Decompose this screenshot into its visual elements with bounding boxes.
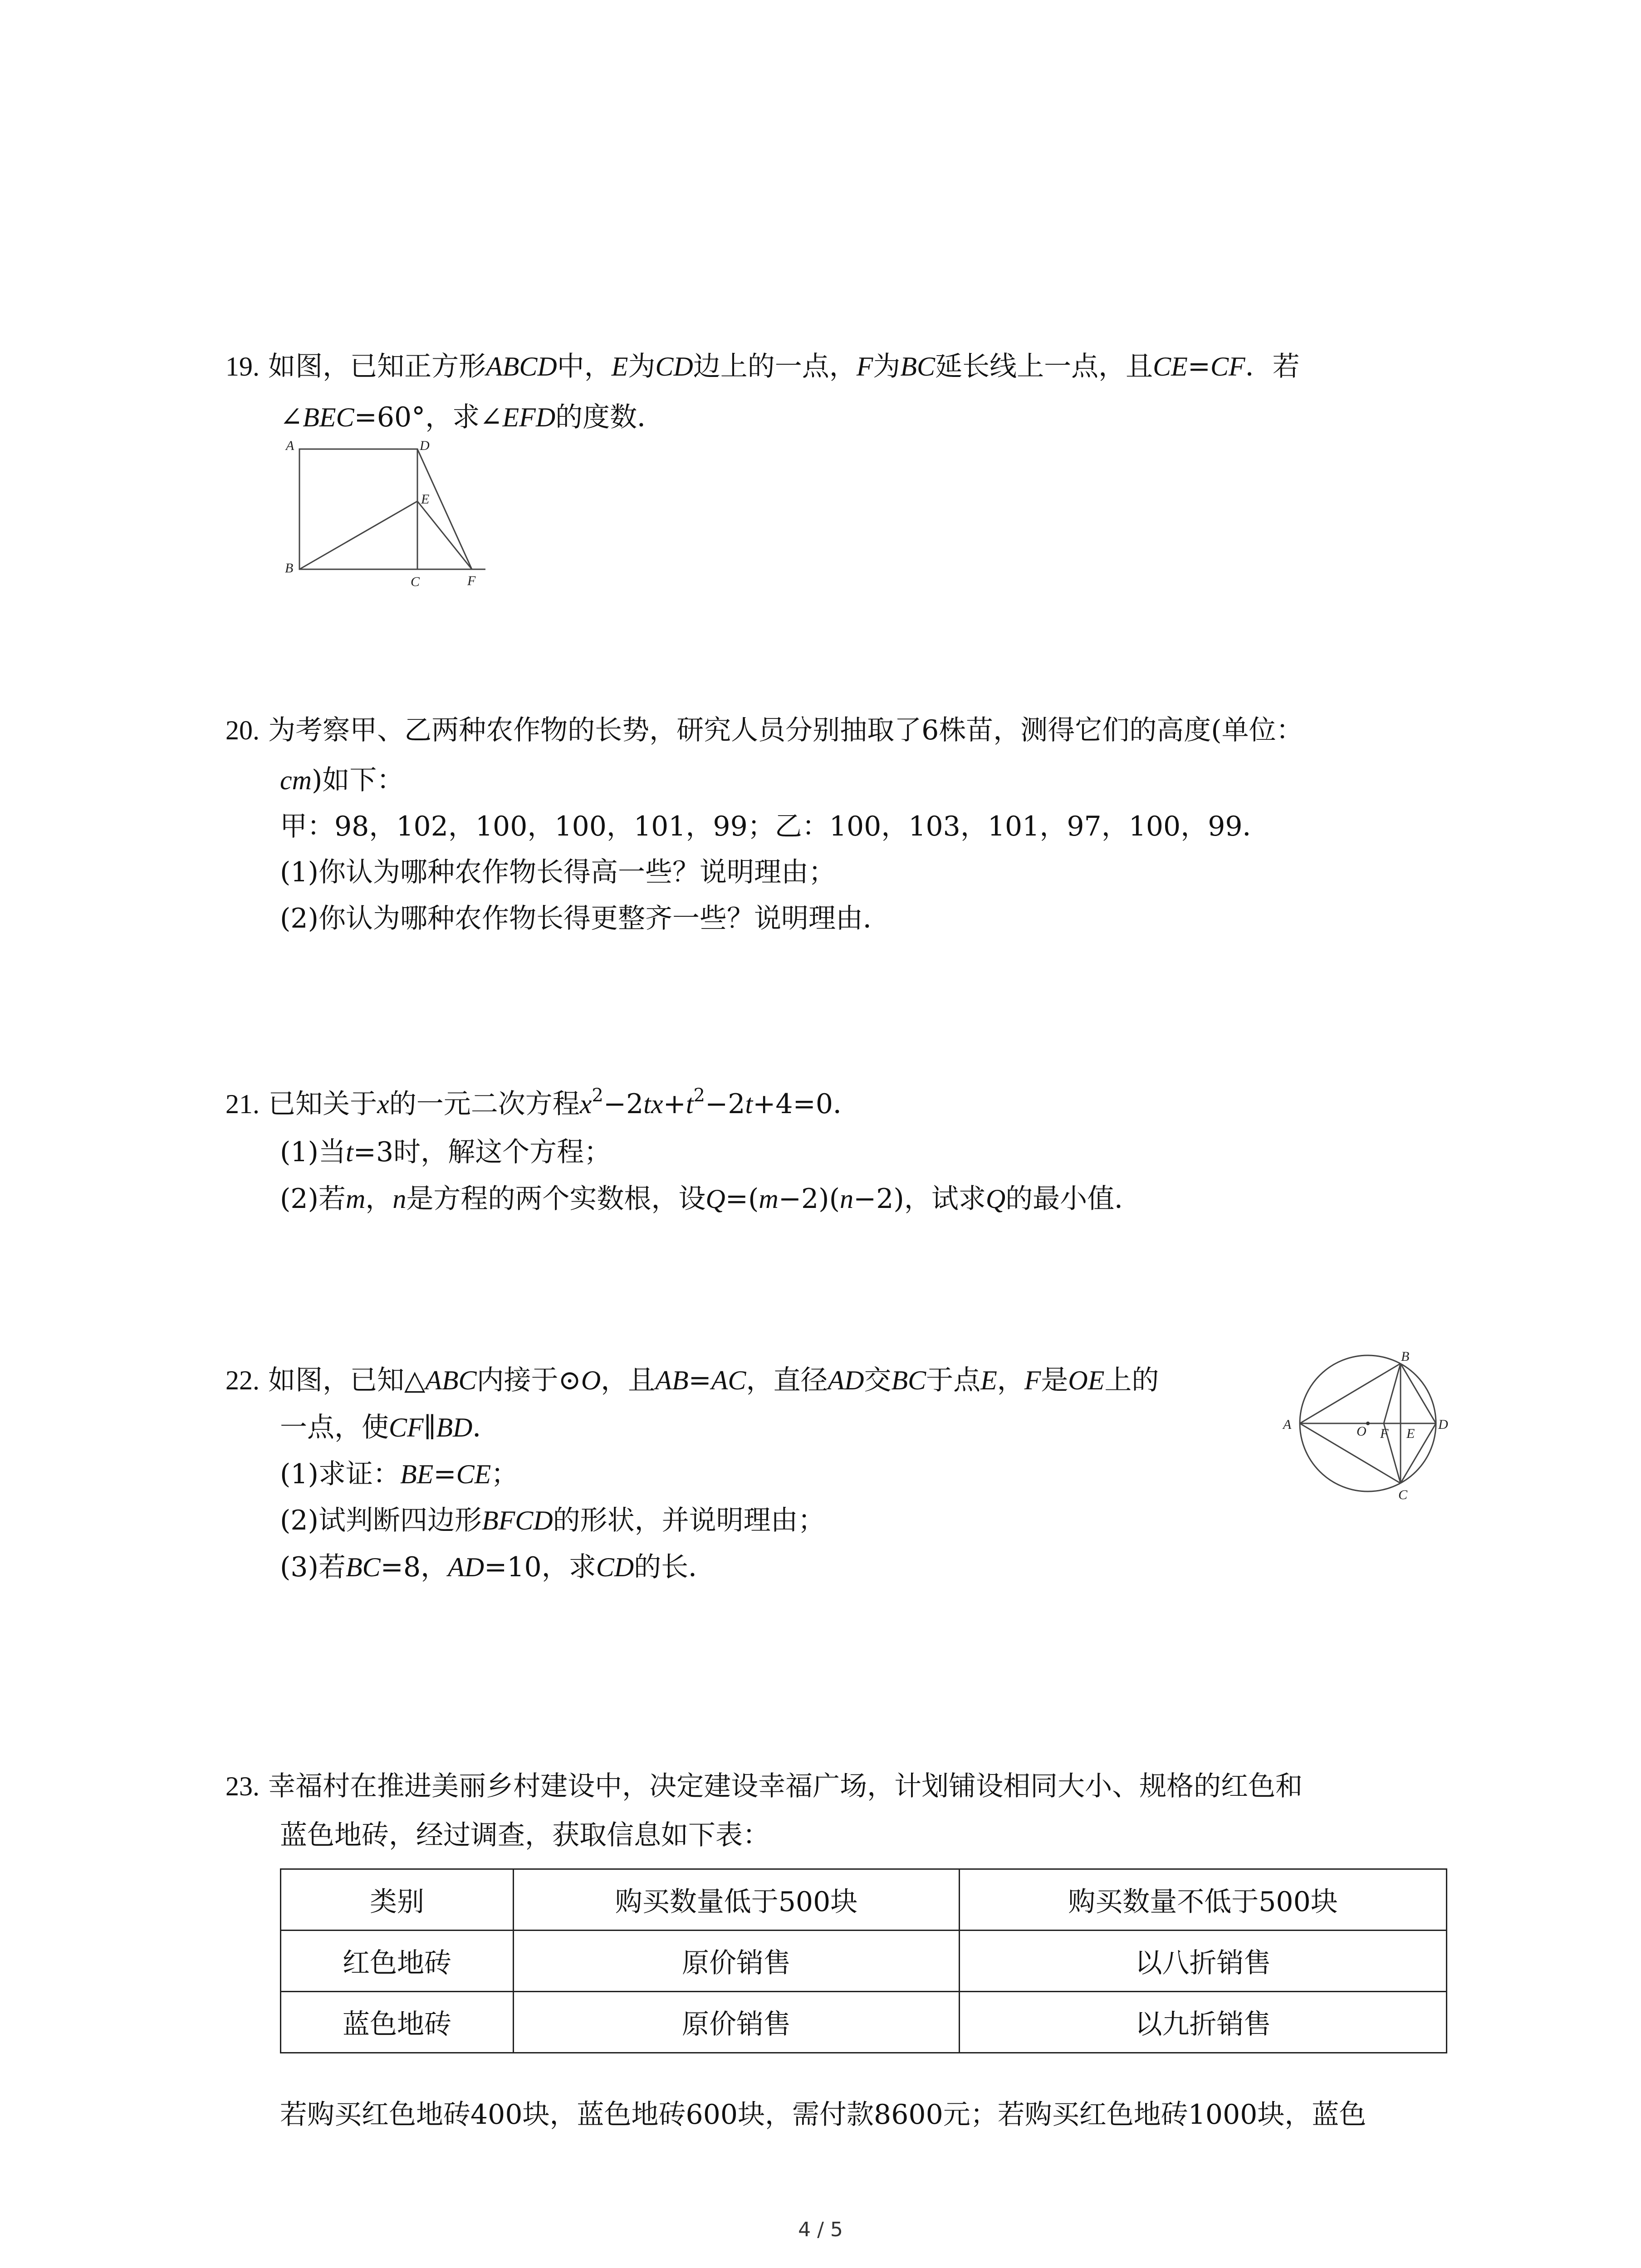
square-abcd [299, 449, 417, 569]
table-cell: 蓝色地砖 [281, 1992, 514, 2053]
question-22-line-1: 22. 如图，已知△ABC内接于⊙O，且AB=AC，直径AD交BC于点E，F是OE上的 [225, 1364, 1159, 1396]
center-o-dot [1366, 1422, 1370, 1425]
table-cell: 以九折销售 [960, 1992, 1447, 2053]
question-21-line-2: (1)当t=3时，解这个方程； [280, 1136, 612, 1168]
label-d: D [420, 438, 430, 453]
tile-price-table [280, 1868, 1447, 2053]
label-b: B [1401, 1349, 1410, 1364]
label-c: C [1398, 1487, 1408, 1502]
table-cell: 红色地砖 [281, 1931, 514, 1992]
table-header-cell: 购买数量不低于500块 [960, 1869, 1447, 1931]
question-21-line-1: 21. 已知关于x的一元二次方程$x^2-2tx+t^2-2t+4=0$． [225, 1085, 861, 1120]
table-header-row [281, 1869, 1447, 1931]
question-23-line-1: 23. 幸福村在推进美丽乡村建设中，决定建设幸福广场，计划铺设相同大小、规格的红色和 [225, 1770, 1303, 1802]
chord-ab [1300, 1364, 1401, 1423]
square-figure [272, 435, 508, 591]
question-21-line-3: (2)若m，n是方程的两个实数根，设Q=(m−2)(n−2)，试求Q的最小值． [280, 1183, 1142, 1215]
label-e: E [421, 492, 430, 507]
question-22-line-3: (1)求证：BE=CE； [280, 1458, 519, 1490]
label-o: O [1357, 1424, 1367, 1439]
label-a: A [1283, 1417, 1292, 1432]
question-19-line-1: 19. 如图，已知正方形ABCD中，E为CD边上的一点，F为BC延长线上一点，且CE=CF．若 [225, 351, 1300, 382]
segment-be [299, 501, 417, 569]
question-20-line-4: (1)你认为哪种农作物长得高一些？说明理由； [280, 856, 836, 888]
segment-bd [1401, 1364, 1436, 1423]
label-c: C [411, 574, 420, 589]
page-indicator: 4 / 5 [798, 2218, 843, 2241]
label-d: D [1438, 1417, 1448, 1432]
question-23-line-3: 若购买红色地砖400块，蓝色地砖600块，需付款8600元；若购买红色地砖1000块，蓝色 [280, 2099, 1367, 2131]
question-20-line-1: 20. 为考察甲、乙两种农作物的长势，研究人员分别抽取了6株苗，测得它们的高度(单位： [225, 714, 1303, 746]
circle-figure-svg [1279, 1343, 1461, 1506]
table-header-cell: 类别 [281, 1869, 514, 1931]
question-19-line-2: ∠BEC=60°，求∠EFD的度数． [280, 401, 665, 433]
question-23-line-2: 蓝色地砖，经过调查，获取信息如下表： [280, 1819, 770, 1851]
segment-ef [417, 501, 472, 569]
table-cell: 原价销售 [514, 1992, 960, 2053]
table-row [281, 1931, 1447, 1992]
table-cell: 以八折销售 [960, 1931, 1447, 1992]
circle-figure [1279, 1343, 1461, 1508]
question-22-line-5: (3)若BC=8，AD=10，求CD的长． [280, 1551, 716, 1583]
square-figure-svg [272, 435, 508, 590]
question-20-line-5: (2)你认为哪种农作物长得更整齐一些？说明理由． [280, 903, 890, 934]
segment-df [417, 449, 472, 569]
label-e: E [1406, 1426, 1415, 1441]
table-header-cell: 购买数量低于500块 [514, 1869, 960, 1931]
label-b: B [285, 561, 294, 576]
label-f: F [467, 573, 476, 588]
label-a: A [286, 438, 294, 453]
label-f: F [1380, 1426, 1389, 1441]
table-cell: 原价销售 [514, 1931, 960, 1992]
question-22-line-2: 一点，使CF∥BD． [280, 1412, 500, 1443]
question-20-line-2: cm)如下： [280, 764, 404, 796]
question-22-line-4: (2)试判断四边形BFCD的形状，并说明理由； [280, 1505, 825, 1536]
question-20-line-3: 甲：98，102，100，100，101，99；乙：100，103，101，97，100，99． [280, 811, 1270, 842]
segment-cd [1401, 1423, 1436, 1483]
table-row [281, 1992, 1447, 2053]
